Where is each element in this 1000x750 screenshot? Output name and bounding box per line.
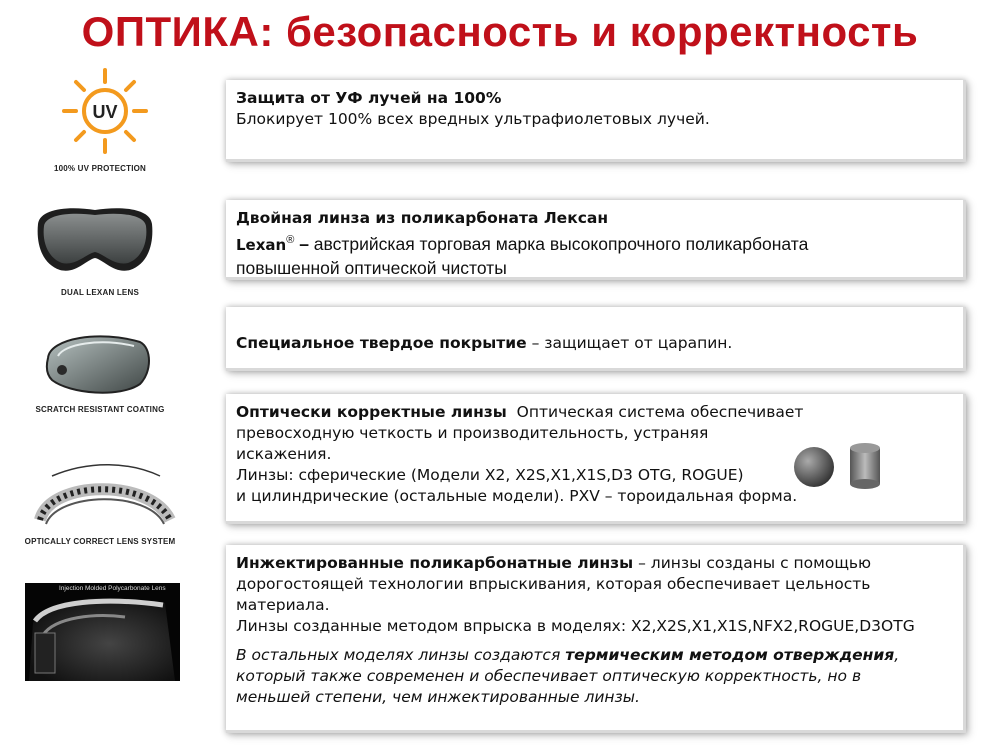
optical-heading: Оптически корректные линзы (236, 403, 507, 421)
injection-italic1b: термическим методом отверждения (565, 646, 895, 664)
optical-line2: превосходную четкость и производительность, устраняя (236, 424, 709, 442)
lexan-heading: Двойная линза из поликарбоната Лексан (236, 209, 609, 227)
lexan-brand: Lexan (236, 235, 287, 254)
dual-lens-goggle-icon (30, 200, 160, 280)
optical-line5: и цилиндрические (остальные модели). PXV – тороидальная форма. (236, 487, 798, 505)
caption-optical: OPTICALLY CORRECT LENS SYSTEM (24, 537, 176, 546)
uv-protection-box (226, 80, 966, 162)
sphere-cylinder-icon (792, 440, 892, 490)
uv-heading: Защита от УФ лучей на 100% (236, 89, 502, 107)
injection-italic2: который также современен и обеспечивает оптическую корректность, но в (236, 667, 862, 685)
lexan-line2: повышенной оптической чистоты (236, 257, 507, 278)
injection-line2: дорогостоящей технологии впрыскивания, которая обеспечивает цельность (236, 575, 871, 593)
injection-line3: материала. (236, 596, 330, 614)
lexan-lens-box (226, 200, 966, 280)
injection-italic1a: В остальных моделях линзы создаются (236, 646, 566, 664)
injection-lens-box (226, 545, 966, 733)
lexan-line1: австрийская торговая марка высокопрочного поликарбоната (313, 233, 809, 254)
lexan-reg: ® (286, 234, 295, 246)
injection-italic3: меньшей степени, чем инжектированные линзы. (236, 688, 640, 706)
optical-line4: Линзы: сферические (Модели X2, X2S,X1,X1S,D3 OTG, ROGUE) (236, 466, 744, 484)
uv-icon-label: UV (92, 102, 118, 122)
uv-text: Блокирует 100% всех вредных ультрафиолетовых лучей. (236, 110, 710, 128)
page-title: ОПТИКА: безопасность и корректность (81, 8, 919, 55)
injection-caption: Injection Molded Polycarbonate Lens (59, 585, 166, 592)
optical-lens-system-icon (30, 460, 180, 530)
coating-box (226, 307, 966, 371)
caption-uv: 100% UV PROTECTION (53, 164, 147, 173)
optical-lens-box (226, 394, 966, 524)
coating-text: – защищает от царапин. (526, 334, 733, 352)
injection-lens-photo (25, 583, 180, 681)
caption-dual-lens: DUAL LEXAN LENS (61, 288, 139, 297)
injection-italic1c: , (894, 646, 900, 664)
uv-protection-icon (60, 66, 150, 156)
injection-heading: Инжектированные поликарбонатные линзы (236, 554, 634, 572)
scratch-coating-lens-icon (40, 328, 155, 398)
optical-line3: искажения. (236, 445, 332, 463)
lexan-dash: – (294, 233, 314, 254)
caption-scratch: SCRATCH RESISTANT COATING (35, 405, 165, 414)
injection-line1: – линзы созданы с помощью (633, 554, 872, 572)
optical-line1: Оптическая система обеспечивает (506, 403, 804, 421)
coating-heading: Специальное твердое покрытие (236, 334, 527, 352)
injection-line4: Линзы созданные методом впрыска в моделях: X2,X2S,X1,X1S,NFX2,ROGUE,D3OTG (236, 617, 915, 635)
